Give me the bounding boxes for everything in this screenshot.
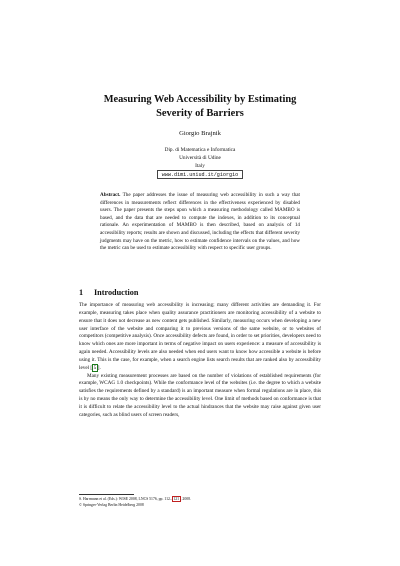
- footnote-copyright: © Springer-Verlag Berlin Heidelberg 2008: [79, 502, 144, 507]
- author-name: Giorgio Brajnik: [179, 130, 221, 137]
- paragraph-1-text: The importance of measuring web accessibility is increasing; many different activities are demanding it. For example, measuring takes place when quality assurance practitioners are monitoring accessibility of a website to ensure that it does not decrease as new content gets published. Similarly, measuring occurs when developing a new user interface of the website and comparing it to previous versions of the same website, or to websites of competitors (competitive analysis). Once accessibility defects are found, in order to set priorities, developers need to know which ones are more important in terms of negative impact on users experience: a measure of accessibility is again needed. Accessibility levels are also needed when end users want to know how accessible a website is before using it. This is the case, for example, when a search engine lists search results that are ranked also by accessibility level: [79, 302, 322, 371]
- footnote-rule: [79, 494, 134, 495]
- paragraph-1: The importance of measuring web accessibility is increasing; many different activities are demanding it. For example, measuring takes place when quality assurance practitioners are monitoring accessibility of a website to ensure that it does not decrease as new content gets published. Similarly, measuring occurs when developing a new user interface of the website and comparing it to previous versions of the same website, or to websites of competitors (competitive analysis). Once accessibility defects are found, in order to set priorities, developers need to know which ones are more important in terms of negative impact on users experience: a measure of accessibility is again needed. Accessibility levels are also needed when end users want to know how accessible a website is before using it. This is the case, for example, when a search engine lists search results that are ranked also by accessibility level [ 5 ].: [79, 302, 322, 371]
- abstract-label: Abstract.: [100, 192, 121, 198]
- section-title: Introduction: [94, 288, 139, 297]
- paper-title: [80, 93, 320, 120]
- body-text: [79, 302, 321, 420]
- affiliation-line-3: Italy: [195, 162, 205, 169]
- paragraph-1-end: .: [99, 364, 101, 371]
- affiliation-line-2: Università di Udine: [179, 154, 221, 161]
- page-range-link[interactable]: 121: [173, 497, 180, 501]
- paragraph-2: Many existing measurement processes are based on the number of violations of established requirements (for example, WCAG 1.0 checkpoints). While the conformance level of the websites (i.e. the degree to which a website satisfies the requirements defined by a standard) is an important measure when formal regulations are in place, this is by no means the only way to determine the accessibility level. One limit of methods based on conformance is that it is difficult to relate the accessibility level to the actual hindrances that the website may raise against given user categories, such as blind users of screen readers,: [79, 372, 321, 418]
- affiliation-line-1: Dip. di Matematica e Informatica: [164, 147, 236, 153]
- section-heading: [79, 288, 138, 297]
- title-line-1: Measuring Web Accessibility by Estimating: [103, 94, 297, 105]
- footnote-citation: S. Harrmann et al. (Eds.): WISE 2008, LNCS 5176, pp. 112–: [79, 497, 172, 501]
- affiliation: [0, 147, 400, 170]
- abstract: [100, 192, 300, 253]
- section-number: 1: [79, 288, 84, 297]
- citation-link[interactable]: 5: [93, 364, 97, 371]
- footnote: [79, 497, 321, 508]
- footnote-year: , 2008.: [180, 497, 191, 501]
- abstract-text: The paper addresses the issue of measuring web accessibility in such a way that differences in measurements reflect differences in the effectiveness experienced by disabled users. The paper presents the steps upon which a measuring methodology called MAMBO is based, and the data that are needed to compute the indexes, in addition to its conceptual rationale. An experimentation of MAMBO is then described, based on analysis of 14 accessibility reports; results are shown and discussed, including the effects that different severity judgments may have on the metric, how to estimate confidence intervals on the values, and how the metric can be used to estimate accessibility with respect to specific user groups.: [100, 192, 300, 252]
- title-line-2: Severity of Barriers: [156, 107, 244, 119]
- author-url-link[interactable]: www.dimi.uniud.it/giorgio: [157, 170, 243, 179]
